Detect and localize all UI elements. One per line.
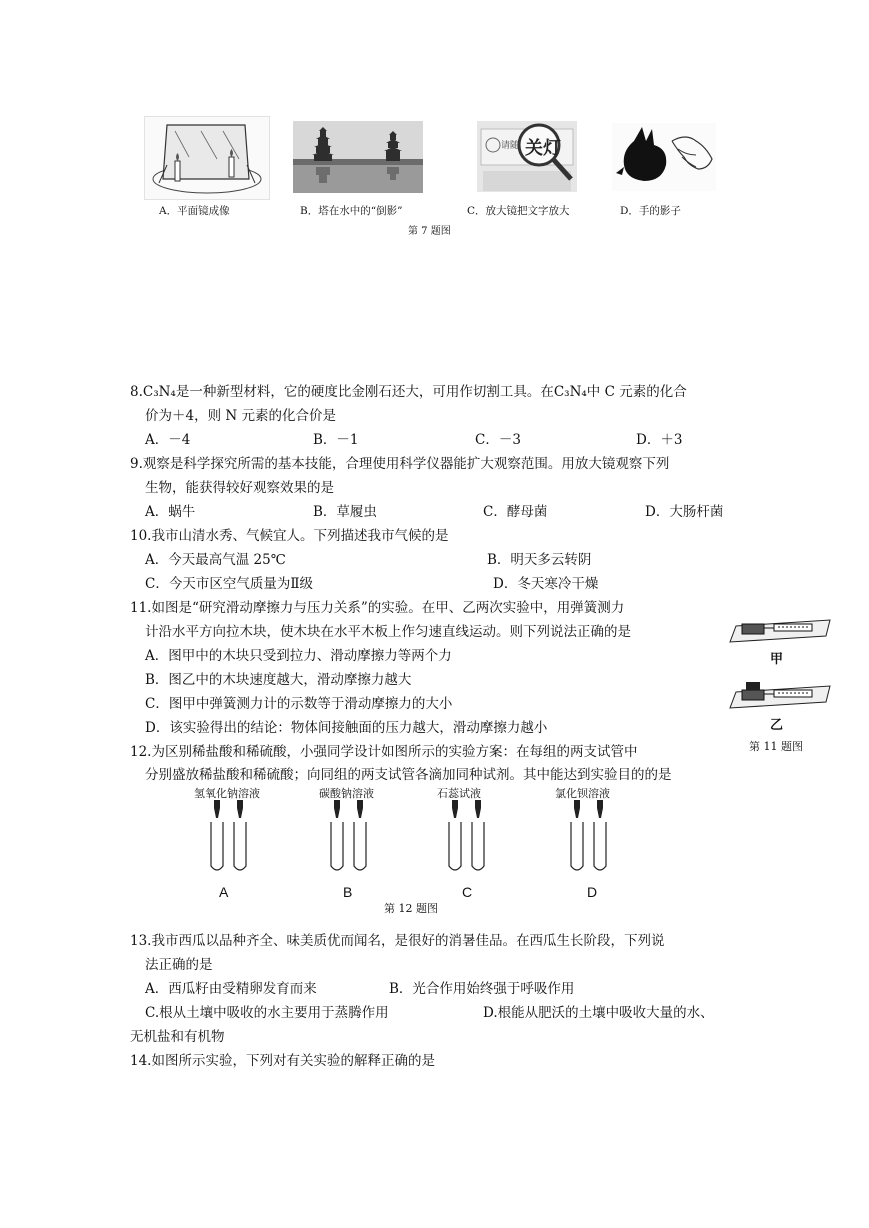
fig-label-jia: 甲	[770, 652, 784, 667]
test-tube-set-a	[202, 798, 262, 878]
q13-option-d-continued: 无机盐和有机物	[130, 1029, 225, 1045]
figure-label-q12: 第 12 题图	[384, 902, 438, 915]
magnifier-text: 关灯	[525, 138, 561, 159]
figure-tower-reflection	[293, 121, 423, 193]
q8-option-b: B．－1	[313, 432, 359, 448]
plate-text: 请随	[501, 141, 520, 151]
question-12-line-1: 12.为区别稀盐酸和稀硫酸，小强同学设计如图所示的实验方案：在每组的两支试管中	[130, 744, 638, 760]
q10-option-c: C．今天市区空气质量为Ⅱ级	[145, 576, 314, 592]
q8-option-c: C．－3	[475, 432, 521, 448]
figure-label-q11: 第 11 题图	[749, 740, 803, 753]
q11-option-b: B．图乙中的木块速度越大，滑动摩擦力越大	[145, 672, 412, 688]
caption-q7-a: A．平面镜成像	[159, 205, 230, 217]
figure-hand-shadow	[612, 123, 716, 191]
test-tube-set-d	[562, 798, 622, 878]
fig-label-yi: 乙	[770, 718, 784, 733]
q8-option-d: D．＋3	[636, 432, 683, 448]
figure-friction-jia	[726, 612, 836, 644]
reagent-label-b: 碳酸钠溶液	[319, 787, 374, 800]
reagent-label-c: 石蕊试液	[437, 787, 481, 800]
question-11-line-1: 11.如图是“研究滑动摩擦力与压力关系”的实验。在甲、乙两次实验中，用弹簧测力	[130, 600, 625, 616]
question-10-line-1: 10.我市山清水秀、气候宜人。下列描述我市气候的是	[130, 528, 449, 544]
q9-option-b: B．草履虫	[313, 504, 377, 520]
question-11-line-2: 计沿水平方向拉木块，使木块在水平木板上作匀速直线运动。则下列说法正确的是	[145, 624, 631, 640]
q13-option-d: D.根能从肥沃的土壤中吸收大量的水、	[483, 1005, 714, 1021]
q13-option-b: B．光合作用始终强于呼吸作用	[389, 981, 575, 997]
question-9-line-1: 9.观察是科学探究所需的基本技能，合理使用科学仪器能扩大观察范围。用放大镜观察下列	[130, 456, 670, 472]
tube-letter-a: A	[219, 884, 229, 900]
figure-magnifier	[477, 121, 577, 192]
q9-option-c: C．酵母菌	[483, 504, 548, 520]
reagent-label-d: 氯化钡溶液	[555, 787, 610, 800]
q9-option-d: D．大肠杆菌	[645, 504, 724, 520]
question-14-line-1: 14.如图所示实验，下列对有关实验的解释正确的是	[130, 1053, 435, 1069]
reagent-label-a: 氢氧化钠溶液	[194, 787, 260, 800]
question-8-line-1: 8.C₃N₄是一种新型材料，它的硬度比金刚石还大，可用作切割工具。在C₃N₄中 C 元素的化合	[130, 384, 687, 400]
caption-q7-d: D．手的影子	[620, 205, 681, 217]
tube-letter-b: B	[343, 884, 353, 900]
q13-option-c: C.根从土壤中吸收的水主要用于蒸腾作用	[145, 1005, 389, 1021]
tube-letter-d: D	[587, 884, 598, 900]
question-12-line-2: 分别盛放稀盐酸和稀硫酸；向同组的两支试管各滴加同种试剂。其中能达到实验目的的是	[145, 767, 672, 783]
caption-q7-c: C．放大镜把文字放大	[467, 205, 570, 217]
q11-option-d: D．该实验得出的结论：物体间接触面的压力越大，滑动摩擦力越小	[145, 720, 548, 736]
q13-option-a: A．西瓜籽由受精卵发育而来	[145, 981, 317, 997]
question-9-line-2: 生物，能获得较好观察效果的是	[145, 480, 334, 496]
caption-q7-b: B．塔在水中的“倒影”	[300, 205, 403, 217]
question-13-line-2: 法正确的是	[145, 957, 213, 973]
figure-plane-mirror	[144, 116, 270, 200]
tube-letter-c: C	[462, 884, 473, 900]
test-tube-set-b	[322, 798, 382, 878]
figure-friction-yi	[726, 676, 836, 712]
test-tube-set-c	[440, 798, 500, 878]
q11-option-a: A．图甲中的木块只受到拉力、滑动摩擦力等两个力	[145, 648, 452, 664]
q11-option-c: C．图甲中弹簧测力计的示数等于滑动摩擦力的大小	[145, 696, 453, 712]
q10-option-d: D．冬天寒冷干燥	[493, 576, 599, 592]
q9-option-a: A．蜗牛	[145, 504, 196, 520]
q10-option-b: B．明天多云转阴	[487, 552, 592, 568]
q10-option-a: A．今天最高气温 25℃	[145, 552, 286, 568]
q8-option-a: A．－4	[145, 432, 191, 448]
question-13-line-1: 13.我市西瓜以品种齐全、味美质优而闻名，是很好的消暑佳品。在西瓜生长阶段，下列说	[130, 933, 665, 949]
figure-label-q7: 第 7 题图	[408, 226, 451, 237]
question-8-line-2: 价为＋4，则 N 元素的化合价是	[145, 408, 336, 424]
